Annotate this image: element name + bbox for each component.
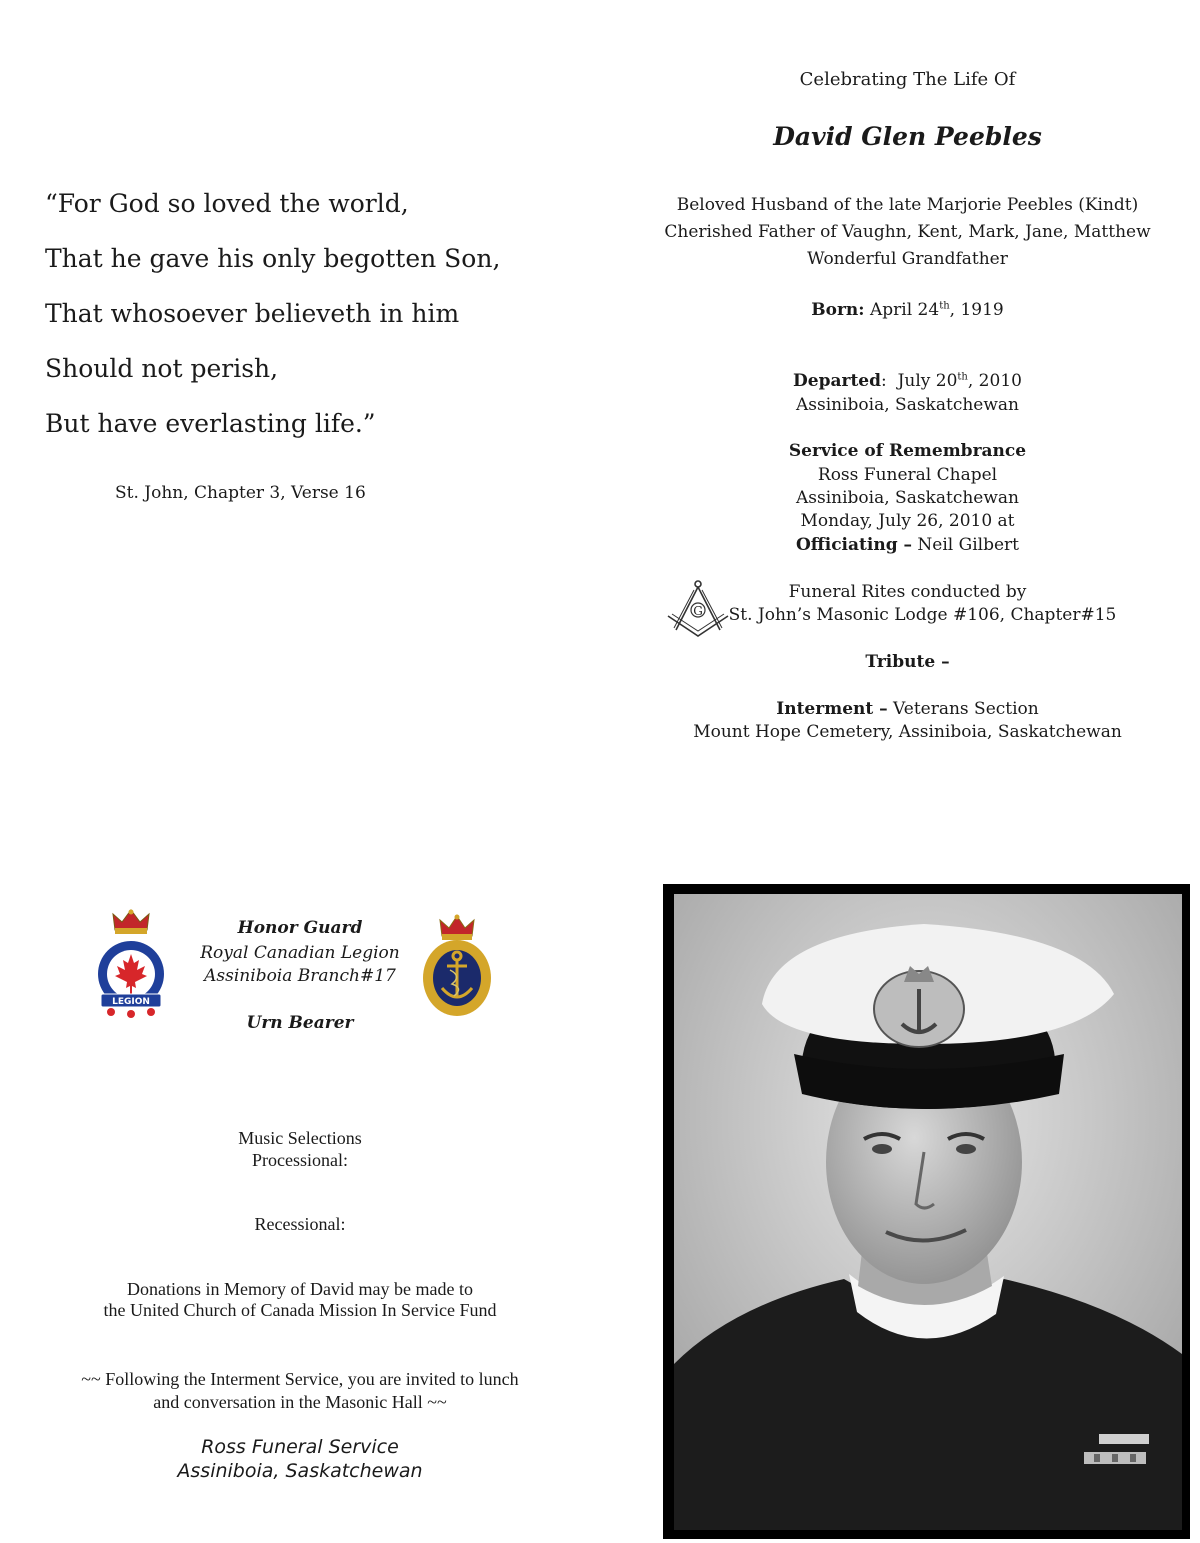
rites-line: Funeral Rites conducted by (788, 582, 1027, 602)
service-place: Assiniboia, Saskatchewan (796, 488, 1019, 508)
officiating (640, 534, 1175, 557)
service-date: Monday, July 26, 2010 at (800, 511, 1015, 531)
interment-label: Interment – (776, 699, 888, 719)
departed-label: Departed (793, 371, 882, 391)
legion-name: Royal Canadian Legion (200, 943, 400, 963)
family-line: Cherished Father of Vaughn, Kent, Mark, Jane, Matthew (664, 222, 1151, 242)
verse-line: But have everlasting life.” (45, 409, 376, 438)
donations-line: the United Church of Canada Mission In Service Fund (103, 1300, 497, 1320)
masonic-square-compass-icon (664, 578, 732, 640)
born-date (640, 299, 1175, 322)
bible-verse (45, 176, 605, 451)
honor-guard-heading: Honor Guard (237, 918, 363, 938)
music-selections-heading: Music Selections (238, 1128, 362, 1148)
family-line: Beloved Husband of the late Marjorie Peebles (Kindt) (676, 195, 1139, 215)
verse-line: “For God so loved the world, (45, 189, 409, 218)
deceased-name: David Glen Peebles (773, 122, 1042, 151)
interment-place: Mount Hope Cemetery, Assiniboia, Saskatchewan (693, 722, 1122, 742)
born-value: April 24 (869, 300, 940, 320)
urn-bearer-heading: Urn Bearer (246, 1013, 354, 1033)
invitation-line: ~~ Following the Interment Service, you are invited to lunch (81, 1369, 519, 1389)
interment-value: Veterans Section (893, 699, 1039, 719)
legion-banner-text: LEGION (112, 997, 150, 1007)
verse-line: Should not perish, (45, 354, 279, 383)
service-venue: Ross Funeral Chapel (817, 465, 998, 485)
legion-branch: Assiniboia Branch#17 (204, 966, 396, 986)
verse-reference: St. John, Chapter 3, Verse 16 (115, 483, 366, 503)
funeral-home-name: Ross Funeral Service (201, 1436, 399, 1458)
recessional-label: Recessional: (254, 1214, 346, 1234)
tribute-label: Tribute – (865, 652, 950, 672)
departed-date (640, 370, 1175, 393)
verse-line: That whosoever believeth in him (45, 299, 460, 328)
born-label: Born: (811, 300, 865, 320)
departed-value: July 20 (897, 371, 958, 391)
obituary-panel (640, 0, 1175, 760)
naval-reserve-anchor-badge-icon (418, 910, 496, 1020)
departed-year: , 2010 (967, 371, 1022, 391)
naval-officer-portrait-image (674, 894, 1182, 1530)
donations-line: Donations in Memory of David may be made to (127, 1279, 473, 1299)
processional-label: Processional: (252, 1150, 348, 1170)
interment (640, 698, 1175, 721)
obituary-heading: Celebrating The Life Of (799, 69, 1016, 90)
svg-text:G: G (693, 604, 703, 618)
rites-lodge: St. John’s Masonic Lodge #106, Chapter#15 (728, 605, 1117, 625)
departed-colon: : (881, 371, 887, 391)
officiating-label: Officiating – (795, 535, 913, 555)
departed-place: Assiniboia, Saskatchewan (796, 395, 1019, 415)
born-suffix: th (939, 300, 950, 312)
born-year: , 1919 (949, 300, 1004, 320)
verse-line: That he gave his only begotten Son, (45, 244, 501, 273)
service-heading: Service of Remembrance (788, 441, 1027, 461)
invitation-line: and conversation in the Masonic Hall ~~ (153, 1392, 447, 1412)
departed-suffix: th (957, 371, 968, 383)
portrait-photo (674, 894, 1182, 1530)
officiating-value: Neil Gilbert (917, 535, 1019, 555)
family-line: Wonderful Grandfather (807, 249, 1008, 269)
funeral-home-place: Assiniboia, Saskatchewan (177, 1460, 423, 1482)
